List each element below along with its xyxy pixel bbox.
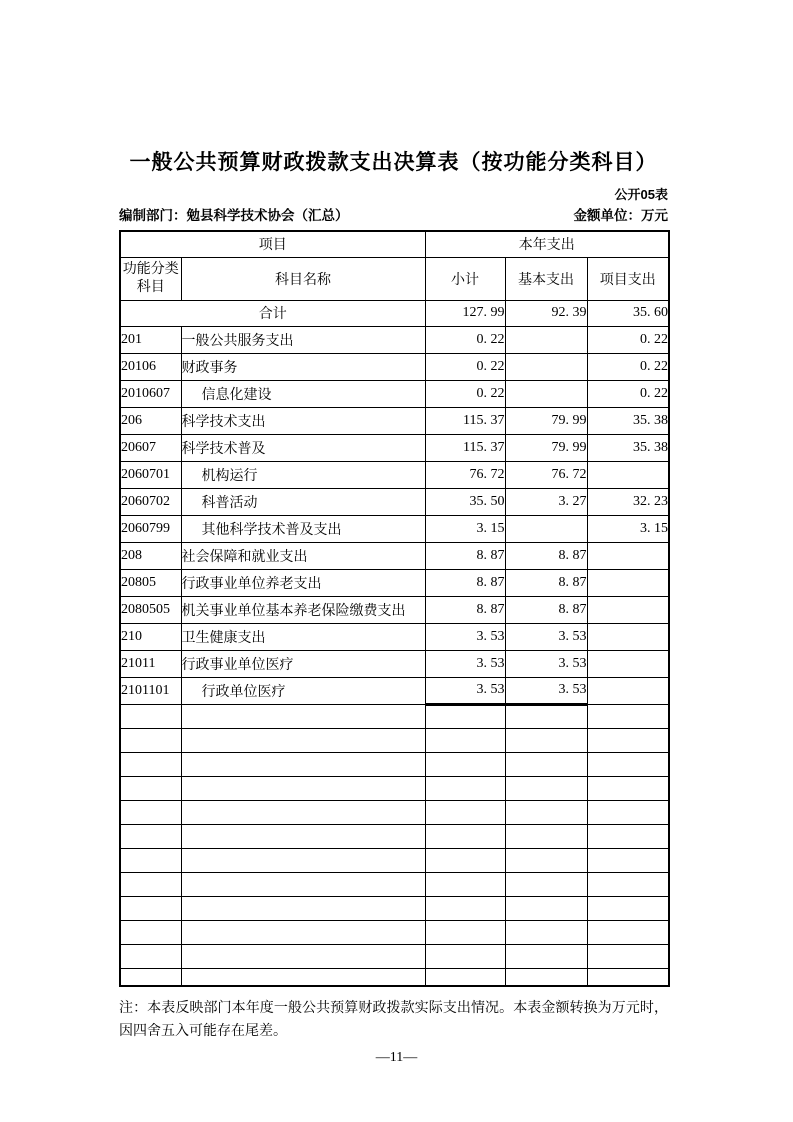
- empty-project-cell: [587, 920, 669, 944]
- row-basic-cell: 79. 99: [505, 407, 587, 434]
- row-name-cell: 科学技术支出: [181, 407, 425, 434]
- header-basic-expenditure: 基本支出: [505, 257, 587, 300]
- budget-table: [119, 230, 670, 987]
- row-subtotal-cell: 3. 53: [425, 650, 505, 677]
- empty-name-cell: [181, 848, 425, 872]
- row-project-cell: 35. 38: [587, 434, 669, 461]
- header-subject-name: 科目名称: [181, 257, 425, 300]
- empty-basic-cell: [505, 776, 587, 800]
- total-label-cell: 合计: [120, 300, 425, 326]
- row-code-cell: 201: [120, 326, 181, 353]
- empty-name-cell: [181, 896, 425, 920]
- row-code-cell: 2101101: [120, 677, 181, 704]
- empty-code-cell: [120, 776, 181, 800]
- empty-table-row: [120, 872, 669, 896]
- table-row: [120, 326, 669, 353]
- empty-code-cell: [120, 920, 181, 944]
- table-row: [120, 380, 669, 407]
- header-project-expenditure: 项目支出: [587, 257, 669, 300]
- total-row: [120, 300, 669, 326]
- row-name-cell: 卫生健康支出: [181, 623, 425, 650]
- empty-project-cell: [587, 968, 669, 986]
- empty-project-cell: [587, 872, 669, 896]
- empty-basic-cell: [505, 728, 587, 752]
- row-name-cell: 其他科学技术普及支出: [181, 515, 425, 542]
- row-project-cell: 32. 23: [587, 488, 669, 515]
- row-subtotal-cell: 0. 22: [425, 353, 505, 380]
- row-basic-cell: 8. 87: [505, 569, 587, 596]
- empty-name-cell: [181, 872, 425, 896]
- row-subtotal-cell: 35. 50: [425, 488, 505, 515]
- empty-name-cell: [181, 824, 425, 848]
- empty-name-cell: [181, 800, 425, 824]
- header-functional-code: 功能分类科目: [120, 257, 181, 300]
- page-number: —11—: [375, 1050, 418, 1065]
- empty-project-cell: [587, 944, 669, 968]
- table-row: [120, 677, 669, 704]
- empty-project-cell: [587, 848, 669, 872]
- row-subtotal-cell: 3. 15: [425, 515, 505, 542]
- empty-subtotal-cell: [425, 872, 505, 896]
- row-project-cell: 35. 38: [587, 407, 669, 434]
- footnote: 注：本表反映部门本年度一般公共预算财政拨款实际支出情况。本表金额转换为万元时，因四舍五入可能存在尾差。: [119, 1001, 668, 1039]
- empty-project-cell: [587, 728, 669, 752]
- empty-project-cell: [587, 896, 669, 920]
- meta-line: [119, 207, 668, 224]
- empty-basic-cell: [505, 824, 587, 848]
- row-subtotal-cell: 115. 37: [425, 434, 505, 461]
- row-subtotal-cell: 3. 53: [425, 623, 505, 650]
- row-basic-cell: [505, 353, 587, 380]
- empty-table-row: [120, 776, 669, 800]
- empty-code-cell: [120, 824, 181, 848]
- empty-table-row: [120, 752, 669, 776]
- row-project-cell: 0. 22: [587, 326, 669, 353]
- row-name-cell: 机关事业单位基本养老保险缴费支出: [181, 596, 425, 623]
- empty-table-row: [120, 704, 669, 728]
- row-basic-cell: 76. 72: [505, 461, 587, 488]
- row-name-cell: 财政事务: [181, 353, 425, 380]
- row-code-cell: 208: [120, 542, 181, 569]
- row-basic-cell: [505, 326, 587, 353]
- empty-code-cell: [120, 704, 181, 728]
- row-subtotal-cell: 8. 87: [425, 596, 505, 623]
- row-subtotal-cell: 8. 87: [425, 542, 505, 569]
- row-name-cell: 科学技术普及: [181, 434, 425, 461]
- row-subtotal-cell: 8. 87: [425, 569, 505, 596]
- row-code-cell: 206: [120, 407, 181, 434]
- empty-name-cell: [181, 944, 425, 968]
- table-row: [120, 488, 669, 515]
- empty-basic-cell: [505, 800, 587, 824]
- empty-name-cell: [181, 776, 425, 800]
- empty-project-cell: [587, 752, 669, 776]
- empty-name-cell: [181, 920, 425, 944]
- empty-table-row: [120, 968, 669, 986]
- row-name-cell: 科普活动: [181, 488, 425, 515]
- empty-code-cell: [120, 968, 181, 986]
- row-basic-cell: [505, 380, 587, 407]
- empty-subtotal-cell: [425, 968, 505, 986]
- row-project-cell: [587, 623, 669, 650]
- empty-basic-cell: [505, 704, 587, 728]
- table-row: [120, 542, 669, 569]
- empty-subtotal-cell: [425, 944, 505, 968]
- empty-subtotal-cell: [425, 848, 505, 872]
- empty-name-cell: [181, 968, 425, 986]
- row-code-cell: 20607: [120, 434, 181, 461]
- empty-subtotal-cell: [425, 752, 505, 776]
- row-basic-cell: 79. 99: [505, 434, 587, 461]
- row-code-cell: 210: [120, 623, 181, 650]
- empty-name-cell: [181, 728, 425, 752]
- row-project-cell: 0. 22: [587, 353, 669, 380]
- unit-label: 金额单位：万元: [573, 208, 668, 223]
- empty-subtotal-cell: [425, 704, 505, 728]
- row-code-cell: 2010607: [120, 380, 181, 407]
- row-code-cell: 2060701: [120, 461, 181, 488]
- table-code-label: 公开05表: [614, 187, 668, 202]
- row-project-cell: [587, 542, 669, 569]
- empty-code-cell: [120, 848, 181, 872]
- empty-subtotal-cell: [425, 800, 505, 824]
- empty-code-cell: [120, 728, 181, 752]
- row-name-cell: 行政事业单位养老支出: [181, 569, 425, 596]
- row-name-cell: 行政事业单位医疗: [181, 650, 425, 677]
- empty-code-cell: [120, 800, 181, 824]
- empty-project-cell: [587, 824, 669, 848]
- total-project-cell: 35. 60: [587, 300, 669, 326]
- empty-project-cell: [587, 800, 669, 824]
- row-code-cell: 2060799: [120, 515, 181, 542]
- row-name-cell: 机构运行: [181, 461, 425, 488]
- row-subtotal-cell: 0. 22: [425, 380, 505, 407]
- prepared-by-label: 编制部门：勉县科学技术协会（汇总）: [119, 208, 349, 223]
- table-row: [120, 353, 669, 380]
- row-name-cell: 一般公共服务支出: [181, 326, 425, 353]
- empty-basic-cell: [505, 752, 587, 776]
- row-subtotal-cell: 76. 72: [425, 461, 505, 488]
- empty-table-row: [120, 728, 669, 752]
- header-columns-row: [120, 257, 669, 300]
- row-code-cell: 21011: [120, 650, 181, 677]
- row-project-cell: [587, 596, 669, 623]
- table-row: [120, 623, 669, 650]
- row-subtotal-cell: 115. 37: [425, 407, 505, 434]
- row-project-cell: [587, 650, 669, 677]
- table-row: [120, 461, 669, 488]
- empty-name-cell: [181, 752, 425, 776]
- empty-table-row: [120, 944, 669, 968]
- row-subtotal-cell: 0. 22: [425, 326, 505, 353]
- header-subtotal: 小计: [425, 257, 505, 300]
- table-row: [120, 434, 669, 461]
- empty-subtotal-cell: [425, 824, 505, 848]
- empty-basic-cell: [505, 872, 587, 896]
- header-group-current-year: 本年支出: [425, 231, 669, 257]
- table-row: [120, 407, 669, 434]
- page-title: 一般公共预算财政拨款支出决算表（按功能分类科目）: [129, 151, 658, 174]
- empty-basic-cell: [505, 896, 587, 920]
- row-basic-cell: 3. 53: [505, 650, 587, 677]
- row-project-cell: 3. 15: [587, 515, 669, 542]
- table-row: [120, 650, 669, 677]
- empty-project-cell: [587, 704, 669, 728]
- row-basic-cell: 8. 87: [505, 542, 587, 569]
- row-name-cell: 信息化建设: [181, 380, 425, 407]
- row-code-cell: 20106: [120, 353, 181, 380]
- row-name-cell: 社会保障和就业支出: [181, 542, 425, 569]
- budget-sheet: [119, 150, 668, 1043]
- row-subtotal-cell: 3. 53: [425, 677, 505, 704]
- empty-table-row: [120, 896, 669, 920]
- header-group-row: [120, 231, 669, 257]
- row-name-cell: 行政单位医疗: [181, 677, 425, 704]
- empty-code-cell: [120, 944, 181, 968]
- empty-table-row: [120, 824, 669, 848]
- empty-code-cell: [120, 896, 181, 920]
- empty-subtotal-cell: [425, 776, 505, 800]
- row-project-cell: [587, 461, 669, 488]
- table-body: [120, 300, 669, 986]
- empty-table-row: [120, 848, 669, 872]
- row-code-cell: 2080505: [120, 596, 181, 623]
- empty-project-cell: [587, 776, 669, 800]
- row-basic-cell: [505, 515, 587, 542]
- empty-basic-cell: [505, 848, 587, 872]
- empty-subtotal-cell: [425, 896, 505, 920]
- empty-name-cell: [181, 704, 425, 728]
- row-project-cell: [587, 677, 669, 704]
- empty-basic-cell: [505, 920, 587, 944]
- row-basic-cell: 3. 53: [505, 623, 587, 650]
- empty-table-row: [120, 920, 669, 944]
- row-basic-cell: 8. 87: [505, 596, 587, 623]
- header-group-project: 项目: [120, 231, 425, 257]
- row-code-cell: 2060702: [120, 488, 181, 515]
- table-row: [120, 569, 669, 596]
- row-basic-cell: 3. 27: [505, 488, 587, 515]
- total-basic-cell: 92. 39: [505, 300, 587, 326]
- table-row: [120, 596, 669, 623]
- row-project-cell: 0. 22: [587, 380, 669, 407]
- total-subtotal-cell: 127. 99: [425, 300, 505, 326]
- row-code-cell: 20805: [120, 569, 181, 596]
- table-row: [120, 515, 669, 542]
- empty-code-cell: [120, 872, 181, 896]
- row-basic-cell: 3. 53: [505, 677, 587, 704]
- empty-code-cell: [120, 752, 181, 776]
- empty-basic-cell: [505, 968, 587, 986]
- row-project-cell: [587, 569, 669, 596]
- empty-subtotal-cell: [425, 920, 505, 944]
- empty-basic-cell: [505, 944, 587, 968]
- empty-table-row: [120, 800, 669, 824]
- empty-subtotal-cell: [425, 728, 505, 752]
